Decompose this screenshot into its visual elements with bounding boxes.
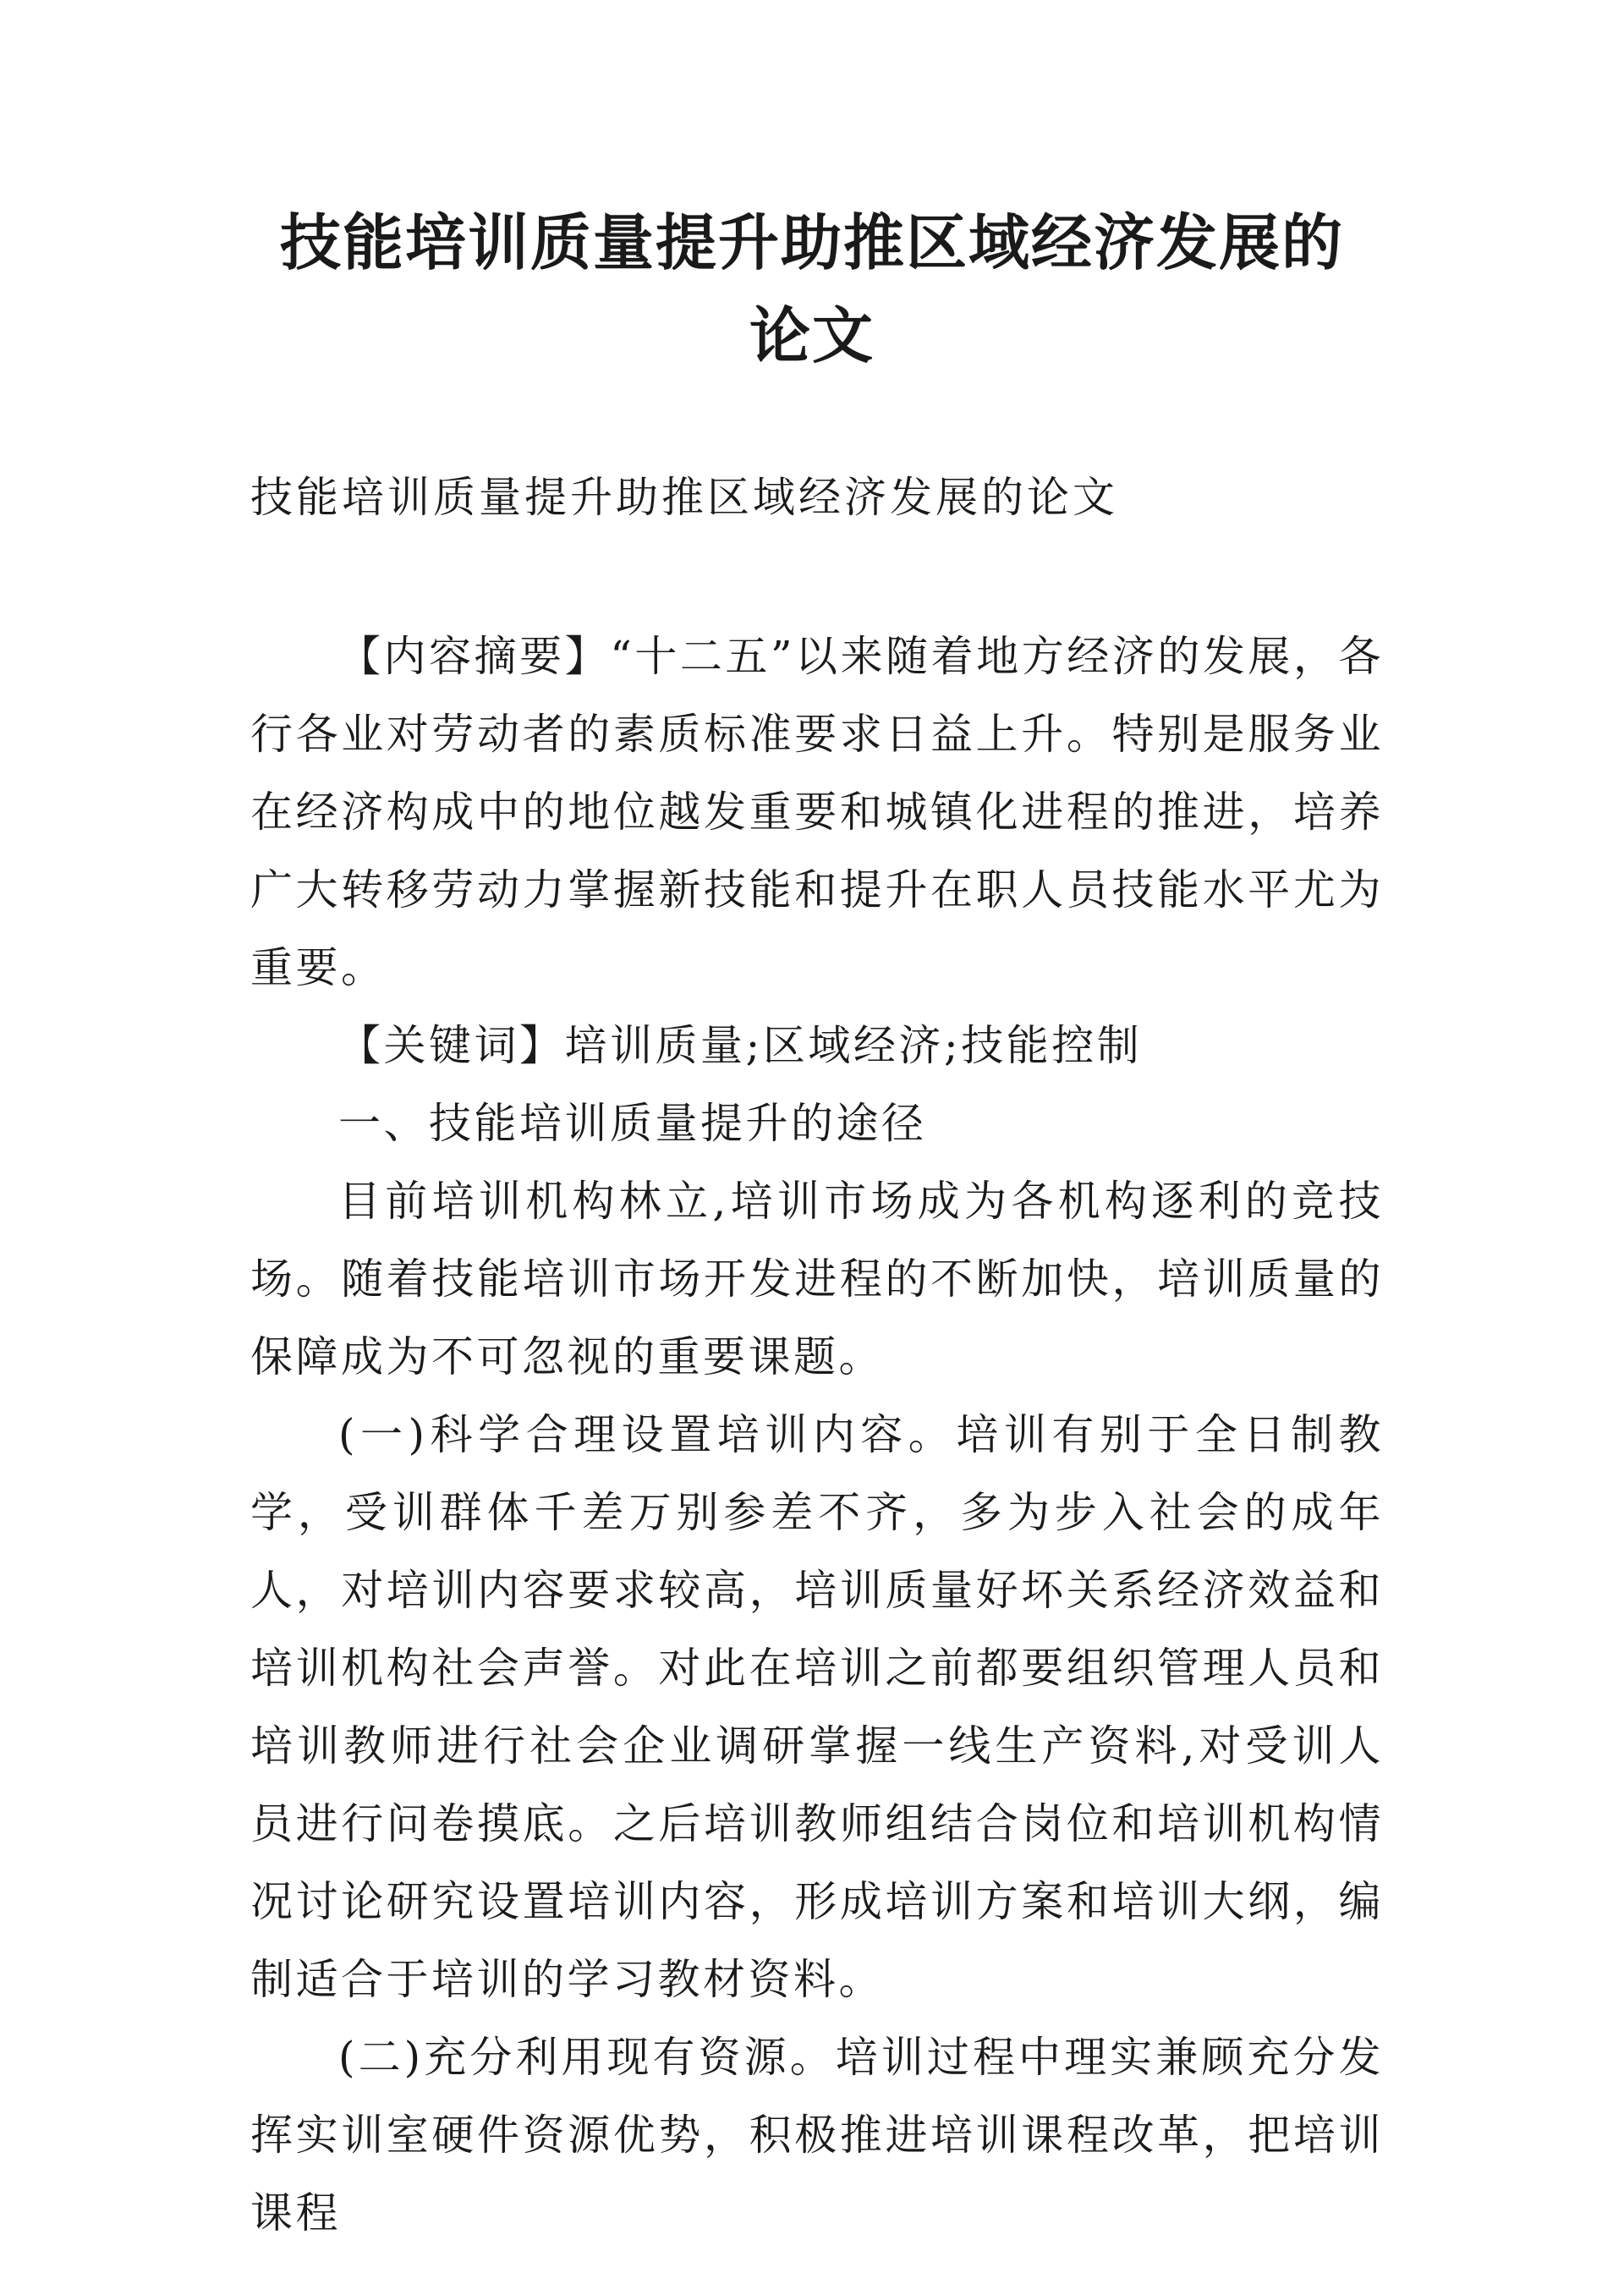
body-paragraph: 目前培训机构林立,培训市场成为各机构逐利的竞技场。随着技能培训市场开发进程的不断加快，培训质量的保障成为不可忽视的重要课题。 [250, 1177, 1384, 1381]
body-paragraph: (二)充分利用现有资源。培训过程中理实兼顾充分发挥实训室硬件资源优势，积极推进培训课程改革，把培训课程 [250, 2033, 1384, 2237]
document-subtitle: 技能培训质量提升助推区域经济发展的论文 [250, 473, 1118, 522]
document-title: 技能培训质量提升助推区域经济发展的论文 [279, 207, 1344, 371]
keywords-paragraph: 【关键词】培训质量;区域经济;技能控制 [338, 1021, 1143, 1070]
abstract-paragraph: 【内容摘要】“十二五”以来随着地方经济的发展，各行各业对劳动者的素质标准要求日益上升。特别是服务业在经济构成中的地位越发重要和城镇化进程的推进，培养广大转移劳动力掌握新技能和提升在职人员技能水平尤为重要。 [250, 632, 1384, 992]
section-heading: 一、技能培训质量提升的途径 [338, 1099, 927, 1148]
body-paragraph: (一)科学合理设置培训内容。培训有别于全日制教学，受训群体千差万别参差不齐，多为步入社会的成年人，对培训内容要求较高，培训质量好坏关系经济效益和培训机构社会声誉。对此在培训之前都要组织管理人员和培训教师进行社会企业调研掌握一线生产资料,对受训人员进行问卷摸底。之后培训教师组结合岗位和培训机构情况讨论研究设置培训内容，形成培训方案和培训大纲，编制适合于培训的学习教材资料。 [250, 1410, 1384, 2004]
document-body [250, 618, 1384, 2252]
